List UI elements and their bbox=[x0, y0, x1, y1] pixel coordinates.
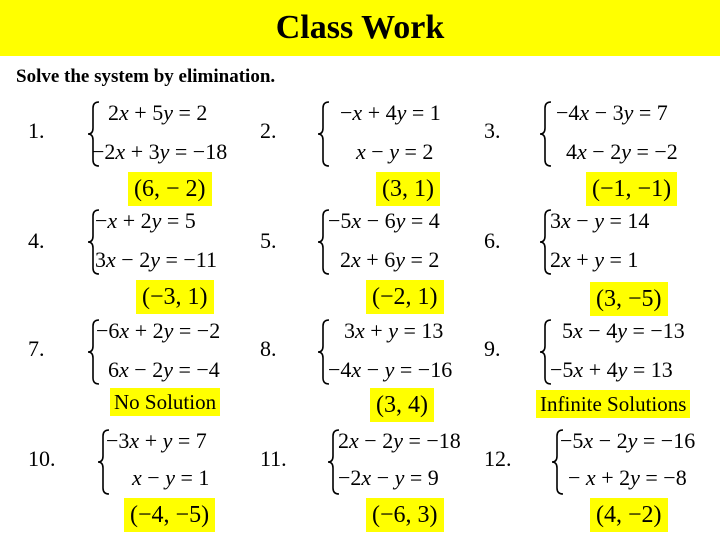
answer-highlight: (3, 1) bbox=[376, 172, 440, 206]
equation-1: 3x + y = 13 bbox=[344, 318, 444, 343]
page-title: Class Work bbox=[275, 9, 445, 46]
equation-1: −5x − 2y = −16 bbox=[560, 428, 696, 453]
problem-number: 12. bbox=[484, 446, 512, 471]
answer-highlight: (3, −5) bbox=[590, 282, 668, 316]
answer-highlight: (−2, 1) bbox=[366, 280, 444, 314]
answer-highlight: (−6, 3) bbox=[366, 498, 444, 532]
equation-1: 5x − 4y = −13 bbox=[562, 318, 685, 343]
equation-2: 6x − 2y = −4 bbox=[108, 357, 220, 382]
answer-highlight: (−4, −5) bbox=[124, 498, 215, 532]
equation-2: −5x + 4y = 13 bbox=[550, 357, 673, 382]
equation-1: −4x − 3y = 7 bbox=[556, 100, 668, 125]
problem-number: 7. bbox=[28, 336, 45, 361]
title-bar bbox=[0, 0, 720, 56]
equation-2: 3x − 2y = −11 bbox=[95, 247, 217, 272]
problem-number: 10. bbox=[28, 446, 56, 471]
answer-highlight: (6, − 2) bbox=[128, 172, 212, 206]
equation-2: 4x − 2y = −2 bbox=[566, 139, 678, 164]
equation-1: 2x + 5y = 2 bbox=[108, 100, 208, 125]
equation-2: 2x + y = 1 bbox=[550, 247, 639, 272]
equation-2: 2x + 6y = 2 bbox=[340, 247, 440, 272]
problem-number: 3. bbox=[484, 118, 501, 143]
equation-1: 3x − y = 14 bbox=[550, 208, 650, 233]
equation-1: −x + 4y = 1 bbox=[340, 100, 441, 125]
problem-number: 8. bbox=[260, 336, 277, 361]
problem-number: 1. bbox=[28, 118, 45, 143]
problem-number: 6. bbox=[484, 228, 501, 253]
equation-2: −4x − y = −16 bbox=[328, 357, 453, 382]
problem-number: 4. bbox=[28, 228, 45, 253]
equation-2: −2x + 3y = −18 bbox=[92, 139, 228, 164]
answer-highlight: Infinite Solutions bbox=[536, 390, 690, 418]
answer-highlight: No Solution bbox=[110, 388, 220, 416]
equation-1: 2x − 2y = −18 bbox=[338, 428, 461, 453]
problem-number: 9. bbox=[484, 336, 501, 361]
answer-highlight: (4, −2) bbox=[590, 498, 668, 532]
equation-1: −6x + 2y = −2 bbox=[96, 318, 221, 343]
equation-2: x − y = 2 bbox=[356, 139, 434, 164]
system-brace bbox=[538, 100, 554, 168]
equation-1: −3x + y = 7 bbox=[106, 428, 207, 453]
system-brace bbox=[316, 100, 332, 168]
problem-number: 2. bbox=[260, 118, 277, 143]
answer-highlight: (−1, −1) bbox=[586, 172, 677, 206]
equation-2: x − y = 1 bbox=[132, 465, 210, 490]
answer-highlight: (3, 4) bbox=[370, 388, 434, 422]
answer-highlight: (−3, 1) bbox=[136, 280, 214, 314]
problem-number: 11. bbox=[260, 446, 287, 471]
equation-2: −2x − y = 9 bbox=[338, 465, 439, 490]
equation-1: −x + 2y = 5 bbox=[95, 208, 196, 233]
instruction-text: Solve the system by elimination. bbox=[16, 66, 276, 87]
problem-number: 5. bbox=[260, 228, 277, 253]
equation-2: − x + 2y = −8 bbox=[568, 465, 687, 490]
equation-1: −5x − 6y = 4 bbox=[328, 208, 440, 233]
